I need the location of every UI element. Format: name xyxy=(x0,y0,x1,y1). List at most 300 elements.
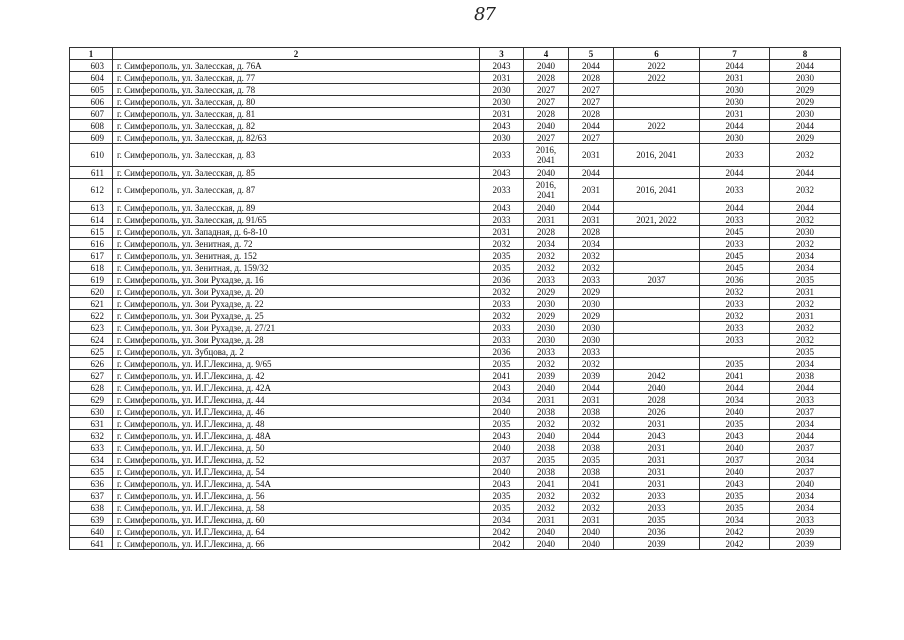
table-row xyxy=(70,167,841,179)
table-row xyxy=(70,262,841,274)
year-cell-6: 2031 xyxy=(614,466,700,478)
year-cell-5: 2031 xyxy=(569,394,614,406)
year-cell-4: 2040 xyxy=(524,120,569,132)
year-cell-7: 2040 xyxy=(700,406,770,418)
year-cell-3: 2031 xyxy=(480,72,524,84)
year-cell-5: 2031 xyxy=(569,144,614,167)
address-cell: г. Симферополь, ул. И.Г.Лексина, д. 48А xyxy=(113,430,480,442)
table-row xyxy=(70,466,841,478)
row-number: 626 xyxy=(70,358,113,370)
year-cell-3: 2031 xyxy=(480,226,524,238)
table-row xyxy=(70,310,841,322)
year-cell-3: 2033 xyxy=(480,144,524,167)
year-cell-3: 2035 xyxy=(480,490,524,502)
row-number: 616 xyxy=(70,238,113,250)
year-cell-3: 2035 xyxy=(480,502,524,514)
year-cell-6: 2039 xyxy=(614,538,700,550)
year-cell-7: 2034 xyxy=(700,514,770,526)
year-cell-8: 2037 xyxy=(770,406,841,418)
year-cell-3: 2043 xyxy=(480,202,524,214)
address-cell: г. Симферополь, ул. Залесская, д. 82 xyxy=(113,120,480,132)
year-cell-7: 2033 xyxy=(700,298,770,310)
table-row xyxy=(70,502,841,514)
year-cell-8: 2044 xyxy=(770,167,841,179)
column-header: 8 xyxy=(770,48,841,60)
table-row xyxy=(70,418,841,430)
year-cell-6 xyxy=(614,334,700,346)
year-cell-4: 2030 xyxy=(524,334,569,346)
column-header: 6 xyxy=(614,48,700,60)
address-cell: г. Симферополь, ул. И.Г.Лексина, д. 54А xyxy=(113,478,480,490)
year-cell-4: 2033 xyxy=(524,274,569,286)
year-cell-8: 2044 xyxy=(770,60,841,72)
address-cell: г. Симферополь, ул. И.Г.Лексина, д. 58 xyxy=(113,502,480,514)
year-cell-7: 2045 xyxy=(700,262,770,274)
year-cell-3: 2034 xyxy=(480,514,524,526)
year-cell-5: 2028 xyxy=(569,108,614,120)
year-cell-6: 2043 xyxy=(614,430,700,442)
year-cell-4: 2032 xyxy=(524,358,569,370)
year-cell-7: 2033 xyxy=(700,334,770,346)
year-cell-4: 2027 xyxy=(524,96,569,108)
year-cell-4: 2027 xyxy=(524,132,569,144)
year-cell-7: 2030 xyxy=(700,84,770,96)
year-cell-8: 2044 xyxy=(770,202,841,214)
column-header: 1 xyxy=(70,48,113,60)
year-cell-3: 2033 xyxy=(480,214,524,226)
year-cell-5: 2030 xyxy=(569,334,614,346)
year-cell-3: 2030 xyxy=(480,132,524,144)
year-cell-5: 2027 xyxy=(569,132,614,144)
year-cell-3: 2034 xyxy=(480,394,524,406)
year-cell-6 xyxy=(614,358,700,370)
year-cell-5: 2032 xyxy=(569,262,614,274)
year-cell-6: 2033 xyxy=(614,490,700,502)
row-number: 611 xyxy=(70,167,113,179)
year-cell-3: 2040 xyxy=(480,442,524,454)
table-row xyxy=(70,514,841,526)
year-cell-4: 2031 xyxy=(524,514,569,526)
table-row xyxy=(70,406,841,418)
year-cell-8: 2035 xyxy=(770,274,841,286)
year-cell-6 xyxy=(614,262,700,274)
year-cell-7: 2042 xyxy=(700,526,770,538)
year-cell-4: 2027 xyxy=(524,84,569,96)
address-cell: г. Симферополь, ул. Зои Рухадзе, д. 27/21 xyxy=(113,322,480,334)
year-cell-5: 2041 xyxy=(569,478,614,490)
table-row xyxy=(70,238,841,250)
table-row xyxy=(70,334,841,346)
address-cell: г. Симферополь, ул. И.Г.Лексина, д. 52 xyxy=(113,454,480,466)
year-cell-7: 2033 xyxy=(700,322,770,334)
year-cell-7: 2030 xyxy=(700,96,770,108)
row-number: 630 xyxy=(70,406,113,418)
year-cell-5: 2044 xyxy=(569,167,614,179)
table-row xyxy=(70,382,841,394)
year-cell-8: 2039 xyxy=(770,526,841,538)
row-number: 627 xyxy=(70,370,113,382)
year-cell-3: 2036 xyxy=(480,346,524,358)
year-cell-3: 2042 xyxy=(480,526,524,538)
year-cell-4: 2040 xyxy=(524,382,569,394)
table-row xyxy=(70,120,841,132)
year-cell-8: 2033 xyxy=(770,514,841,526)
year-cell-7: 2043 xyxy=(700,478,770,490)
year-cell-5: 2030 xyxy=(569,322,614,334)
year-cell-3: 2043 xyxy=(480,430,524,442)
year-cell-8: 2032 xyxy=(770,238,841,250)
address-cell: г. Симферополь, ул. Залесская, д. 77 xyxy=(113,72,480,84)
year-cell-7: 2034 xyxy=(700,394,770,406)
year-cell-6 xyxy=(614,298,700,310)
year-cell-5: 2028 xyxy=(569,226,614,238)
year-cell-8: 2034 xyxy=(770,502,841,514)
year-cell-5: 2044 xyxy=(569,202,614,214)
year-cell-6: 2031 xyxy=(614,418,700,430)
year-cell-4: 2040 xyxy=(524,526,569,538)
address-cell: г. Симферополь, ул. И.Г.Лексина, д. 64 xyxy=(113,526,480,538)
year-cell-4: 2035 xyxy=(524,454,569,466)
row-number: 612 xyxy=(70,179,113,202)
year-cell-8: 2044 xyxy=(770,382,841,394)
year-cell-4: 2039 xyxy=(524,370,569,382)
year-cell-8: 2044 xyxy=(770,430,841,442)
year-cell-6: 2036 xyxy=(614,526,700,538)
year-cell-8: 2032 xyxy=(770,298,841,310)
year-cell-6: 2031 xyxy=(614,442,700,454)
year-cell-6: 2037 xyxy=(614,274,700,286)
year-cell-4: 2029 xyxy=(524,286,569,298)
year-cell-3: 2033 xyxy=(480,322,524,334)
year-cell-6: 2028 xyxy=(614,394,700,406)
column-header: 7 xyxy=(700,48,770,60)
table-row xyxy=(70,72,841,84)
year-cell-4: 2038 xyxy=(524,466,569,478)
year-cell-6 xyxy=(614,167,700,179)
year-cell-8: 2031 xyxy=(770,286,841,298)
address-cell: г. Симферополь, ул. Зенитная, д. 159/32 xyxy=(113,262,480,274)
year-cell-5: 2027 xyxy=(569,96,614,108)
address-cell: г. Симферополь, ул. И.Г.Лексина, д. 48 xyxy=(113,418,480,430)
year-cell-5: 2034 xyxy=(569,238,614,250)
year-cell-3: 2035 xyxy=(480,358,524,370)
year-cell-6 xyxy=(614,310,700,322)
year-cell-8: 2034 xyxy=(770,454,841,466)
year-cell-5: 2044 xyxy=(569,60,614,72)
year-cell-3: 2033 xyxy=(480,179,524,202)
year-cell-4: 2031 xyxy=(524,214,569,226)
year-cell-8: 2040 xyxy=(770,478,841,490)
row-number: 637 xyxy=(70,490,113,502)
year-cell-8: 2038 xyxy=(770,370,841,382)
year-cell-7: 2035 xyxy=(700,418,770,430)
year-cell-4: 2029 xyxy=(524,310,569,322)
year-cell-8: 2034 xyxy=(770,418,841,430)
table-header-row xyxy=(70,48,841,60)
year-cell-7: 2033 xyxy=(700,214,770,226)
year-cell-7: 2033 xyxy=(700,238,770,250)
row-number: 622 xyxy=(70,310,113,322)
year-cell-8: 2044 xyxy=(770,120,841,132)
row-number: 607 xyxy=(70,108,113,120)
year-cell-4: 2038 xyxy=(524,442,569,454)
year-cell-4: 2031 xyxy=(524,394,569,406)
row-number: 634 xyxy=(70,454,113,466)
year-cell-4: 2034 xyxy=(524,238,569,250)
year-cell-8: 2030 xyxy=(770,226,841,238)
year-cell-4: 2016, 2041 xyxy=(524,144,569,167)
table-row xyxy=(70,179,841,202)
year-cell-3: 2035 xyxy=(480,262,524,274)
row-number: 628 xyxy=(70,382,113,394)
year-cell-5: 2029 xyxy=(569,286,614,298)
year-cell-5: 2039 xyxy=(569,370,614,382)
row-number: 603 xyxy=(70,60,113,72)
row-number: 620 xyxy=(70,286,113,298)
row-number: 623 xyxy=(70,322,113,334)
year-cell-5: 2031 xyxy=(569,514,614,526)
row-number: 631 xyxy=(70,418,113,430)
year-cell-8: 2033 xyxy=(770,394,841,406)
year-cell-8: 2030 xyxy=(770,72,841,84)
year-cell-4: 2030 xyxy=(524,298,569,310)
year-cell-3: 2032 xyxy=(480,310,524,322)
year-cell-4: 2033 xyxy=(524,346,569,358)
year-cell-3: 2043 xyxy=(480,382,524,394)
address-cell: г. Симферополь, ул. Западная, д. 6-8-10 xyxy=(113,226,480,238)
table-row xyxy=(70,214,841,226)
year-cell-6: 2022 xyxy=(614,120,700,132)
address-cell: г. Симферополь, ул. Зои Рухадзе, д. 25 xyxy=(113,310,480,322)
year-cell-5: 2040 xyxy=(569,526,614,538)
year-cell-7 xyxy=(700,346,770,358)
year-cell-6: 2016, 2041 xyxy=(614,179,700,202)
table-row xyxy=(70,286,841,298)
year-cell-7: 2033 xyxy=(700,179,770,202)
year-cell-7: 2043 xyxy=(700,430,770,442)
page-number: 87 xyxy=(474,4,495,25)
address-cell: г. Симферополь, ул. И.Г.Лексина, д. 42 xyxy=(113,370,480,382)
year-cell-6 xyxy=(614,346,700,358)
table-row xyxy=(70,346,841,358)
row-number: 621 xyxy=(70,298,113,310)
year-cell-4: 2032 xyxy=(524,418,569,430)
address-table xyxy=(69,47,841,550)
year-cell-6 xyxy=(614,84,700,96)
year-cell-6 xyxy=(614,202,700,214)
address-cell: г. Симферополь, ул. Зенитная, д. 152 xyxy=(113,250,480,262)
table-row xyxy=(70,430,841,442)
year-cell-8: 2035 xyxy=(770,346,841,358)
row-number: 606 xyxy=(70,96,113,108)
year-cell-3: 2030 xyxy=(480,84,524,96)
year-cell-6: 2022 xyxy=(614,72,700,84)
year-cell-6: 2040 xyxy=(614,382,700,394)
row-number: 641 xyxy=(70,538,113,550)
year-cell-3: 2043 xyxy=(480,167,524,179)
year-cell-8: 2030 xyxy=(770,108,841,120)
table-row xyxy=(70,144,841,167)
year-cell-5: 2044 xyxy=(569,382,614,394)
row-number: 619 xyxy=(70,274,113,286)
address-cell: г. Симферополь, ул. Залесская, д. 82/63 xyxy=(113,132,480,144)
year-cell-7: 2035 xyxy=(700,358,770,370)
year-cell-4: 2028 xyxy=(524,72,569,84)
row-number: 610 xyxy=(70,144,113,167)
year-cell-6: 2033 xyxy=(614,502,700,514)
year-cell-7: 2035 xyxy=(700,490,770,502)
year-cell-5: 2031 xyxy=(569,179,614,202)
year-cell-6: 2022 xyxy=(614,60,700,72)
year-cell-5: 2033 xyxy=(569,274,614,286)
table-row xyxy=(70,478,841,490)
table-row xyxy=(70,370,841,382)
table-row xyxy=(70,394,841,406)
year-cell-7: 2044 xyxy=(700,382,770,394)
year-cell-7: 2035 xyxy=(700,502,770,514)
year-cell-6 xyxy=(614,96,700,108)
row-number: 605 xyxy=(70,84,113,96)
year-cell-5: 2029 xyxy=(569,310,614,322)
column-header: 5 xyxy=(569,48,614,60)
table-row xyxy=(70,250,841,262)
table-row xyxy=(70,454,841,466)
table-row xyxy=(70,108,841,120)
year-cell-8: 2032 xyxy=(770,322,841,334)
table-row xyxy=(70,490,841,502)
year-cell-5: 2044 xyxy=(569,430,614,442)
year-cell-8: 2031 xyxy=(770,310,841,322)
address-cell: г. Симферополь, ул. Залесская, д. 87 xyxy=(113,179,480,202)
address-cell: г. Симферополь, ул. Зубцова, д. 2 xyxy=(113,346,480,358)
year-cell-5: 2030 xyxy=(569,298,614,310)
year-cell-4: 2028 xyxy=(524,226,569,238)
address-cell: г. Симферополь, ул. Зои Рухадзе, д. 20 xyxy=(113,286,480,298)
table-body xyxy=(70,60,841,550)
year-cell-8: 2039 xyxy=(770,538,841,550)
address-cell: г. Симферополь, ул. Залесская, д. 89 xyxy=(113,202,480,214)
year-cell-3: 2032 xyxy=(480,238,524,250)
year-cell-3: 2033 xyxy=(480,298,524,310)
address-cell: г. Симферополь, ул. И.Г.Лексина, д. 9/65 xyxy=(113,358,480,370)
year-cell-6 xyxy=(614,132,700,144)
year-cell-3: 2033 xyxy=(480,334,524,346)
year-cell-3: 2042 xyxy=(480,538,524,550)
address-cell: г. Симферополь, ул. И.Г.Лексина, д. 60 xyxy=(113,514,480,526)
year-cell-4: 2032 xyxy=(524,490,569,502)
table-row xyxy=(70,60,841,72)
row-number: 635 xyxy=(70,466,113,478)
address-cell: г. Симферополь, ул. Зои Рухадзе, д. 16 xyxy=(113,274,480,286)
year-cell-4: 2040 xyxy=(524,202,569,214)
year-cell-8: 2037 xyxy=(770,442,841,454)
row-number: 608 xyxy=(70,120,113,132)
year-cell-8: 2034 xyxy=(770,262,841,274)
year-cell-4: 2040 xyxy=(524,167,569,179)
year-cell-7: 2044 xyxy=(700,167,770,179)
table-row xyxy=(70,322,841,334)
year-cell-3: 2035 xyxy=(480,418,524,430)
year-cell-6 xyxy=(614,226,700,238)
year-cell-5: 2032 xyxy=(569,490,614,502)
year-cell-3: 2040 xyxy=(480,466,524,478)
year-cell-5: 2038 xyxy=(569,406,614,418)
year-cell-4: 2032 xyxy=(524,262,569,274)
year-cell-5: 2038 xyxy=(569,466,614,478)
year-cell-5: 2035 xyxy=(569,454,614,466)
year-cell-6 xyxy=(614,286,700,298)
year-cell-8: 2034 xyxy=(770,358,841,370)
row-number: 613 xyxy=(70,202,113,214)
year-cell-3: 2037 xyxy=(480,454,524,466)
year-cell-4: 2032 xyxy=(524,502,569,514)
year-cell-8: 2029 xyxy=(770,84,841,96)
year-cell-5: 2038 xyxy=(569,442,614,454)
table-row xyxy=(70,298,841,310)
row-number: 615 xyxy=(70,226,113,238)
address-cell: г. Симферополь, ул. И.Г.Лексина, д. 50 xyxy=(113,442,480,454)
column-header: 3 xyxy=(480,48,524,60)
year-cell-4: 2040 xyxy=(524,538,569,550)
year-cell-7: 2041 xyxy=(700,370,770,382)
year-cell-4: 2028 xyxy=(524,108,569,120)
row-number: 639 xyxy=(70,514,113,526)
address-cell: г. Симферополь, ул. Залесская, д. 76А xyxy=(113,60,480,72)
address-cell: г. Симферополь, ул. И.Г.Лексина, д. 44 xyxy=(113,394,480,406)
year-cell-7: 2045 xyxy=(700,226,770,238)
table-row xyxy=(70,526,841,538)
row-number: 609 xyxy=(70,132,113,144)
row-number: 625 xyxy=(70,346,113,358)
year-cell-4: 2040 xyxy=(524,430,569,442)
year-cell-4: 2016, 2041 xyxy=(524,179,569,202)
year-cell-7: 2045 xyxy=(700,250,770,262)
table-row xyxy=(70,132,841,144)
year-cell-3: 2035 xyxy=(480,250,524,262)
year-cell-5: 2032 xyxy=(569,250,614,262)
table-row xyxy=(70,96,841,108)
year-cell-7: 2037 xyxy=(700,454,770,466)
address-cell: г. Симферополь, ул. И.Г.Лексина, д. 56 xyxy=(113,490,480,502)
address-cell: г. Симферополь, ул. И.Г.Лексина, д. 46 xyxy=(113,406,480,418)
table-row xyxy=(70,84,841,96)
year-cell-7: 2032 xyxy=(700,310,770,322)
year-cell-5: 2027 xyxy=(569,84,614,96)
year-cell-6: 2042 xyxy=(614,370,700,382)
address-cell: г. Симферополь, ул. Залесская, д. 78 xyxy=(113,84,480,96)
address-cell: г. Симферополь, ул. Залесская, д. 83 xyxy=(113,144,480,167)
year-cell-3: 2031 xyxy=(480,108,524,120)
row-number: 624 xyxy=(70,334,113,346)
year-cell-7: 2036 xyxy=(700,274,770,286)
row-number: 640 xyxy=(70,526,113,538)
row-number: 638 xyxy=(70,502,113,514)
table-row xyxy=(70,226,841,238)
year-cell-7: 2040 xyxy=(700,442,770,454)
address-cell: г. Симферополь, ул. И.Г.Лексина, д. 42А xyxy=(113,382,480,394)
year-cell-3: 2043 xyxy=(480,478,524,490)
table-row xyxy=(70,538,841,550)
row-number: 604 xyxy=(70,72,113,84)
year-cell-3: 2040 xyxy=(480,406,524,418)
year-cell-7: 2030 xyxy=(700,132,770,144)
year-cell-7: 2044 xyxy=(700,60,770,72)
year-cell-5: 2032 xyxy=(569,502,614,514)
year-cell-4: 2038 xyxy=(524,406,569,418)
year-cell-6 xyxy=(614,322,700,334)
year-cell-8: 2032 xyxy=(770,144,841,167)
year-cell-4: 2030 xyxy=(524,322,569,334)
